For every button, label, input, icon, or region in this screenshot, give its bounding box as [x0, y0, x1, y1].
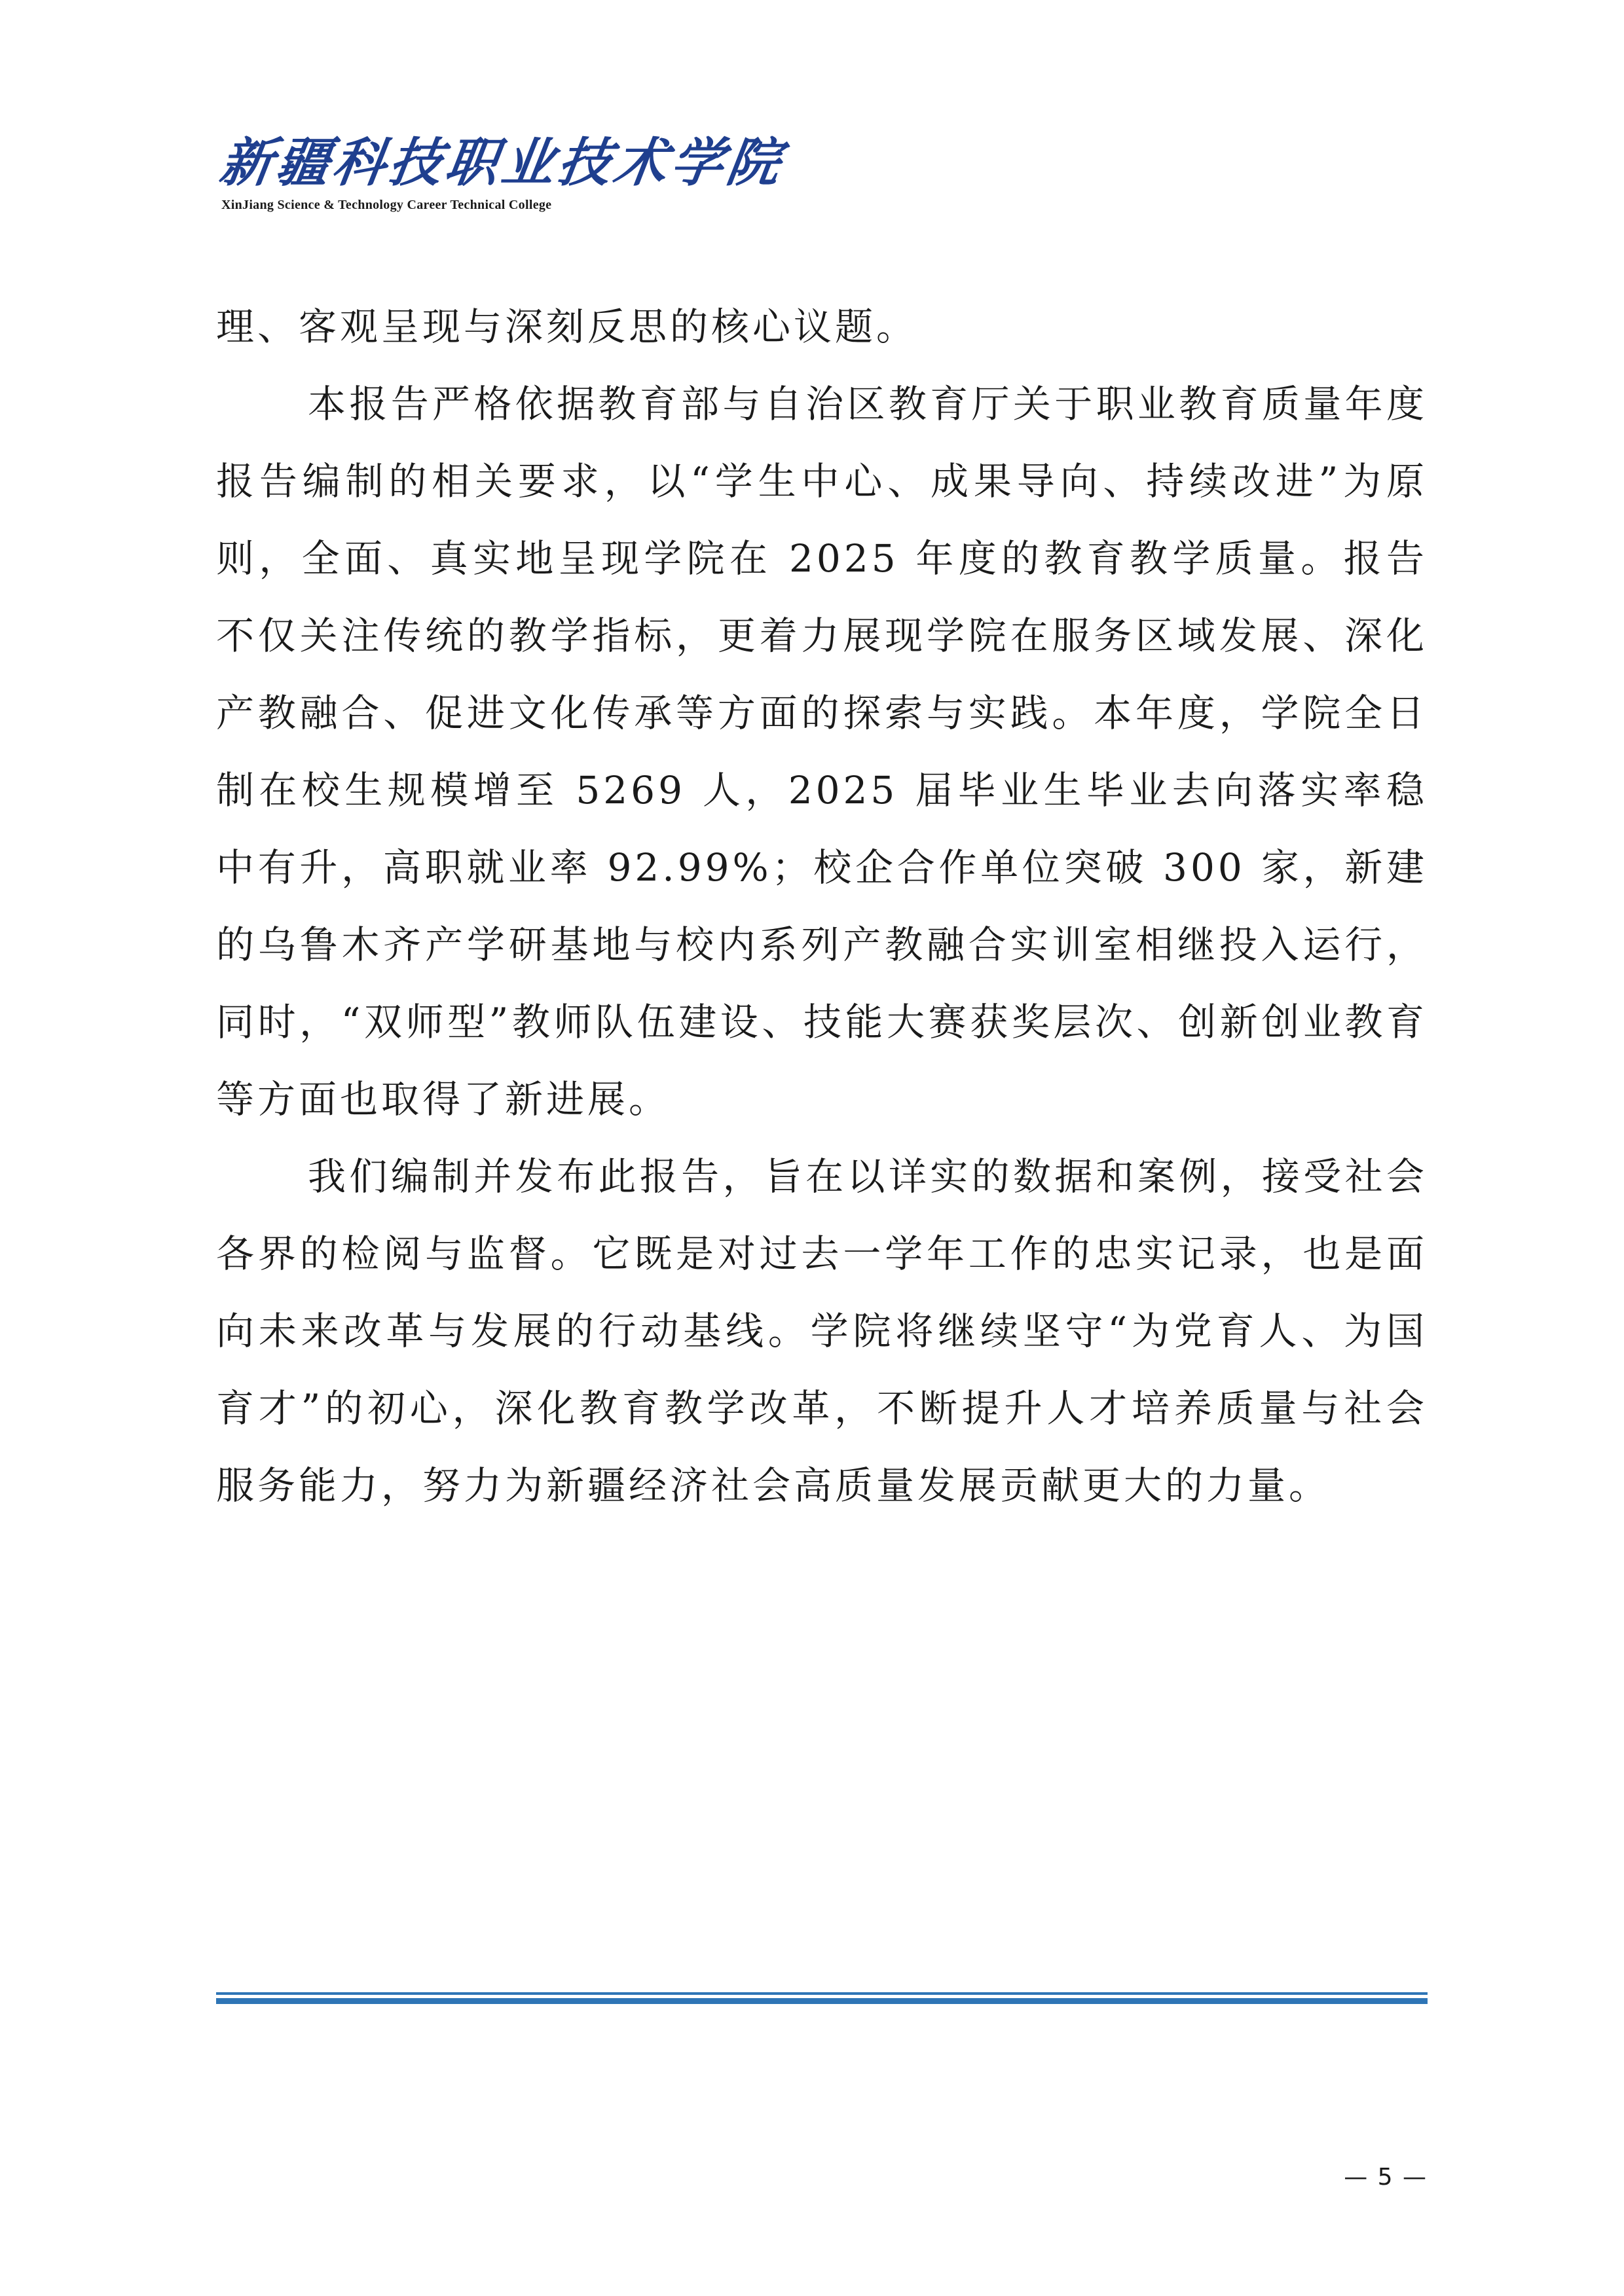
- page-number: — 5 —: [1344, 2164, 1428, 2191]
- document-body: [216, 288, 1428, 1524]
- college-logo-chinese: 新疆科技职业技术学院: [216, 132, 788, 193]
- footer-divider-thick-line: [216, 1998, 1428, 2004]
- paragraph-continuation: 理、客观呈现与深刻反思的核心议题。: [216, 304, 918, 349]
- college-logo-header: [216, 131, 788, 223]
- college-logo-english: XinJiang Science & Technology Career Technical College: [221, 198, 552, 212]
- footer-divider: [216, 1992, 1428, 2004]
- paragraph-report-overview: 本报告严格依据教育部与自治区教育厅关于职业教育质量年度报告编制的相关要求，以“学生中心、成果导向、持续改进”为原则，全面、真实地呈现学院在 2025 年度的教育教学质量。报告不仅关注传统的教学指标，更着力展现学院在服务区域发展、深化产教融合、促进文化传承等方面的探索与实践。本年度，学院全日制在校生规模增至 5269 人，2025 届毕业生毕业去向落实率稳中有升，高职就业率 92.99%；校企合作单位突破 300 家，新建的乌鲁木齐产学研基地与校内系列产教融合实训室相继投入运行，同时，“双师型”教师队伍建设、技能大赛获奖层次、创新创业教育等方面也取得了新进展。: [216, 382, 1428, 1121]
- paragraph-report-purpose: 我们编制并发布此报告，旨在以详实的数据和案例，接受社会各界的检阅与监督。它既是对过去一学年工作的忠实记录，也是面向未来改革与发展的行动基线。学院将继续坚守“为党育人、为国育才”的初心，深化教育教学改革，不断提升人才培养质量与社会服务能力，努力为新疆经济社会高质量发展贡献更大的力量。: [216, 1154, 1428, 1508]
